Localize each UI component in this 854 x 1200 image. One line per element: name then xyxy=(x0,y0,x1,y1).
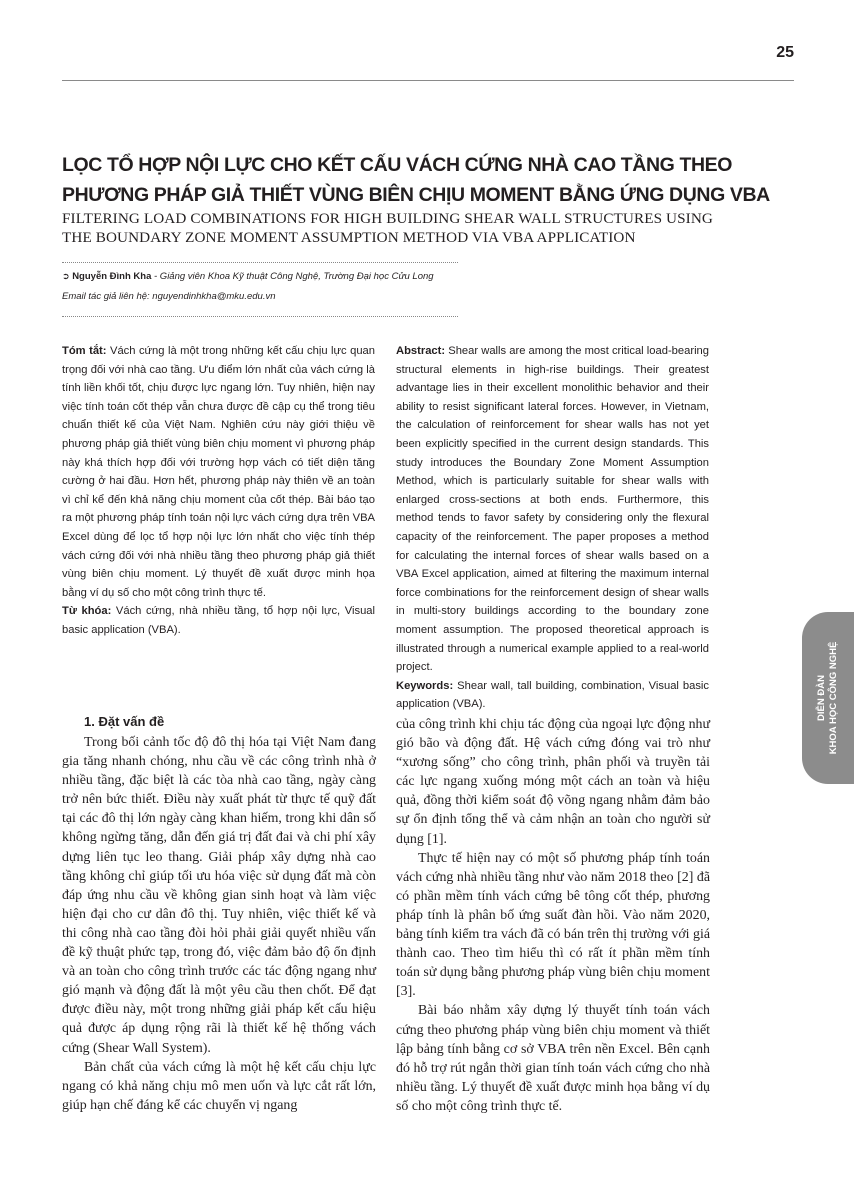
abstract-vi-label: Tóm tắt: xyxy=(62,345,107,357)
side-tab-line-2: KHOA HỌC CÔNG NGHỆ xyxy=(828,641,839,755)
title-en-line-1: FILTERING LOAD COMBINATIONS FOR HIGH BUILDING SHEAR WALL STRUCTURES USING xyxy=(62,210,713,227)
keywords-vi-text: Vách cứng, nhà nhiều tầng, tổ hợp nội lực, Visual basic application (VBA). xyxy=(62,605,375,636)
paragraph: Trong bối cảnh tốc độ đô thị hóa tại Việt Nam đang gia tăng nhanh chóng, nhu cầu về các công trình nhà ở nhiều tầng, đặc biệt là các tòa nhà cao tầng, ngày càng trở nên bức thiết. Điều này xuất phát từ thực tế quỹ đất tại các đô thị lớn ngày càng khan hiếm, trong khi dân số không ngừng tăng, dẫn đến giá trị đất đai và chi phí xây dựng liên tục leo thang. Giải pháp xây dựng nhà cao tầng không chỉ giúp tối ưu hóa việc sử dụng đất mà còn đáp ứng nhu cầu về không gian sinh hoạt và làm việc hiện đại cho cư dân đô thị. Tuy nhiên, việc thiết kế và thi công nhà cao tầng đòi hỏi phải giải quyết nhiều vấn đề kỹ thuật phức tạp, trong đó, việc đảm bảo độ ổn định và an toàn cho công trình trước các tác động ngang như gió mạnh và động đất là một yêu cầu then chốt. Để đạt được điều này, một trong những giải pháp kết cấu hiệu quả được áp dụng rộng rãi là thiết kế hệ thống vách cứng (Shear Wall System). xyxy=(62,735,376,1056)
keywords-vi-label: Từ khóa: xyxy=(62,605,112,618)
side-tab-line-1: DIỄN ĐÀN xyxy=(816,675,827,721)
keywords-en-text: Shear wall, tall building, combination, Visual basic application (VBA). xyxy=(396,679,709,711)
abstract-english xyxy=(396,342,709,714)
abstract-vietnamese xyxy=(62,342,375,640)
paragraph: Thực tế hiện nay có một số phương pháp tính toán vách cứng nhà nhiều tầng như vào năm 2018 theo [2] đã có phần mềm tính vách cứng bê tông cốt thép, phương pháp tính là phân bố ứng suất đàn hồi. Vào năm 2020, bảng tính kiểm tra vách đã có bán trên thị trường với giá thành cao. Theo tìm hiểu thì có rất ít phần mềm tính toán sử dụng bằng phương pháp vùng biên chịu moment [3]. xyxy=(396,850,710,1000)
title-en-line-2: THE BOUNDARY ZONE MOMENT ASSUMPTION METHOD VIA VBA APPLICATION xyxy=(62,229,636,246)
paragraph: của công trình khi chịu tác động của ngoại lực động như gió bão và động đất. Hệ vách cứng đóng vai trò như “xương sống” cho công trình, phân phối và truyền tải các lực ngang xuống móng một cách an toàn và hiệu quả, đồng thời kiểm soát độ võng ngang nhằm đảm bảo sự ổn định tổng thể và cảm nhận an toàn cho người sử dụng [1]. xyxy=(396,717,710,847)
author-affiliation: - Giảng viên Khoa Kỹ thuật Công Nghệ, Trường Đại học Cửu Long xyxy=(151,271,434,282)
abstract-en-text: Shear walls are among the most critical load-bearing structural elements in high-rise buildings. Their greatest advantage lies in their excellent monolithic behavior and their ability to resist significant lateral forces. However, in Vietnam, the calculation of reinforcement for shear walls has not yet been explicitly specified in the current design standards. This study introduces the Boundary Zone Moment Assumption Method, which is particularly suitable for shear walls with enlarged cross-sections at both ends. Furthermore, this method tends to favor safety by considering only the flexural capacity of the reinforcement. The paper proposes a method for calculating the internal forces of shear walls based on a VBA Excel application, aimed at filtering the maximum internal force combinations for the reinforcement design of shear walls in multi-story buildings according to the boundary zone moment assumption. The proposed theoretical approach is illustrated through a numerical example applied to a real-world project. xyxy=(396,345,709,674)
paragraph: Bài báo nhằm xây dựng lý thuyết tính toán vách cứng theo phương pháp vùng biên chịu moment và thiết lập bảng tính bằng cơ sở VBA trên nền Excel. Bên cạnh đó hỗ trợ rút ngắn thời gian tính toán vách cứng cho nhà nhiều tầng. Lý thuyết đề xuất được minh họa bằng ví dụ số cho một công trình thực tế. xyxy=(396,1003,710,1114)
header-rule xyxy=(62,80,794,81)
author-line xyxy=(62,266,562,287)
section-heading: 1. Đặt vấn đề xyxy=(84,714,165,729)
abstract-en-label: Abstract: xyxy=(396,345,446,357)
title-vi-line-1: LỌC TỔ HỢP NỘI LỰC CHO KẾT CẤU VÁCH CỨNG NHÀ CAO TẦNG THEO xyxy=(62,154,733,176)
title-english xyxy=(62,209,802,247)
title-vietnamese xyxy=(62,150,802,210)
title-vi-line-2: PHƯƠNG PHÁP GIẢ THIẾT VÙNG BIÊN CHỊU MOMENT BẰNG ỨNG DỤNG VBA xyxy=(62,184,770,206)
page-number: 25 xyxy=(776,44,794,61)
side-tab-label xyxy=(816,642,840,755)
author-block xyxy=(62,266,562,307)
paragraph: Bản chất của vách cứng là một hệ kết cấu chịu lực ngang có khả năng chịu mô men uốn và lực cắt rất lớn, giúp hạn chế đáng kể các chuyển vị ngang xyxy=(62,1059,376,1113)
body-column-left xyxy=(62,733,376,1115)
section-side-tab xyxy=(802,612,854,784)
body-column-right xyxy=(396,715,710,1116)
author-top-divider xyxy=(62,262,458,263)
abstract-vi-text: Vách cứng là một trong những kết cấu chịu lực quan trọng đối với nhà cao tầng. Ưu điểm lớn nhất của vách cứng là tính liền khối tốt, chịu được lực ngang lớn. Tuy nhiên, hiện nay việc tính toán cốt thép vẫn chưa được đề cập cụ thể trong tiêu chuẩn thiết kế của Việt Nam. Nghiên cứu này giới thiệu về phương pháp giả thiết vùng biên chịu moment vì phương pháp này khá thích hợp đối với trường hợp vách có tiết diện tăng cường ở hai đầu. Hơn hết, phương pháp này thiên về an toàn vì chỉ kể đến khả năng chịu moment của cốt thép. Bài báo tạo ra một phương pháp tính toán nội lực vách cứng dựa trên VBA Excel dùng để lọc tổ hợp nội lực lớn nhất cho việc tính thép vách cứng đối với nhà nhiều tầng theo phương pháp giả thiết vùng biên chịu moment. Lý thuyết đề xuất được minh họa bằng ví dụ số cho một công trình thực tế. xyxy=(62,345,375,599)
arrow-icon: ➲ xyxy=(62,271,70,281)
author-name: Nguyễn Đình Kha xyxy=(72,271,152,282)
author-email: Email tác giả liên hệ: nguyendinhkha@mku.edu.vn xyxy=(62,291,276,302)
author-bottom-divider xyxy=(62,316,458,317)
keywords-en-label: Keywords: xyxy=(396,679,454,692)
